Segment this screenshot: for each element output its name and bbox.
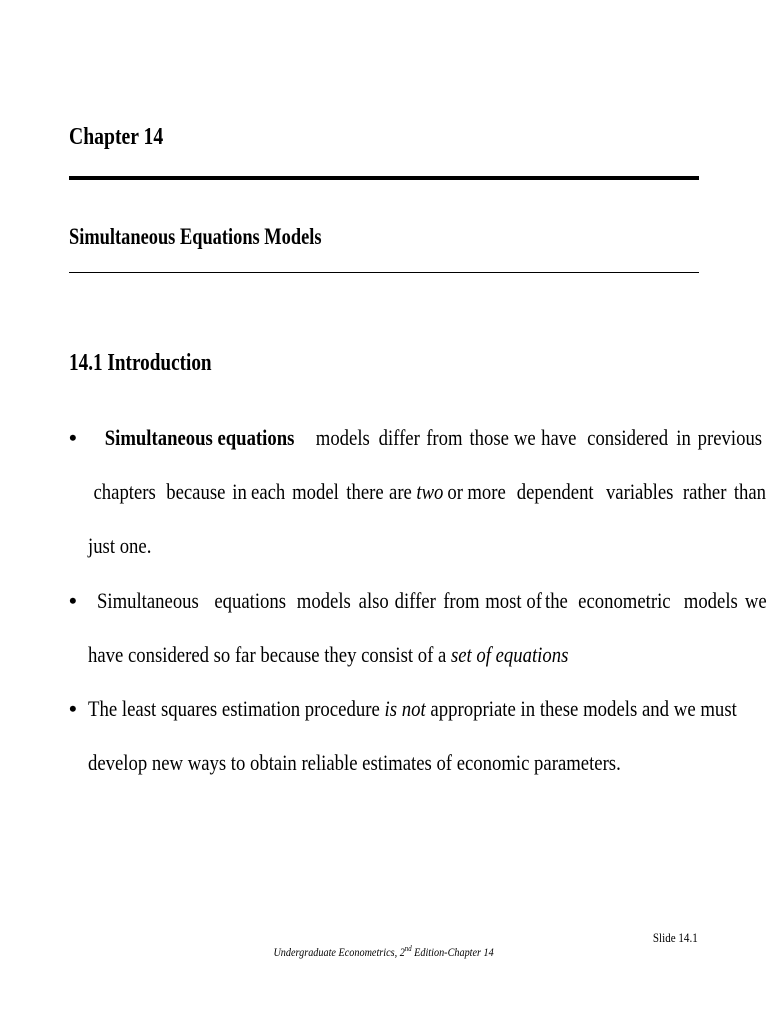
word: of <box>526 588 543 613</box>
bullet-3-line-2: develop new ways to obtain reliable estimates of economic parameters. <box>88 750 621 775</box>
word: equations <box>214 588 286 613</box>
word: considered <box>586 425 668 450</box>
word: we <box>744 588 767 613</box>
thick-divider <box>69 176 699 180</box>
word: from <box>426 425 463 450</box>
section-heading: 14.1 Introduction <box>69 350 212 376</box>
word: in <box>676 425 691 450</box>
italic-phrase: set of equations <box>450 642 569 667</box>
word: chapters <box>93 479 156 504</box>
word: more <box>467 479 507 504</box>
word: there <box>346 479 385 504</box>
bullet-1-line-1 <box>88 411 763 465</box>
word: those <box>469 425 509 450</box>
bullet-dot: • <box>69 425 77 450</box>
footer-sup: nd <box>405 944 412 953</box>
word: or <box>447 479 463 504</box>
word: Simultaneous <box>96 588 199 613</box>
text-run: have considered so far because they consist of a <box>88 642 451 667</box>
bold-term: Simultaneous equations <box>104 425 295 450</box>
chapter-title: Chapter 14 <box>69 124 164 150</box>
bullet-1-line-2 <box>88 465 766 519</box>
word: each <box>251 479 286 504</box>
word: differ <box>394 588 436 613</box>
word: models <box>683 588 738 613</box>
word: dependent <box>516 479 594 504</box>
text-run: appropriate in these models and we must <box>425 696 737 721</box>
word: rather <box>683 479 727 504</box>
bullet-2-line-1 <box>88 574 767 628</box>
bullet-1-line-3: just one. <box>88 533 152 558</box>
word: most <box>485 588 522 613</box>
bullet-2-line-2 <box>88 628 568 682</box>
italic-phrase: is not <box>384 696 426 721</box>
text-run: The least squares estimation procedure <box>88 696 385 721</box>
word: in <box>232 479 247 504</box>
bullet-dot: • <box>69 588 77 613</box>
bullet-3-line-1 <box>88 682 737 736</box>
word: than <box>733 479 766 504</box>
italic-word: two <box>416 479 444 504</box>
footer-text: Undergraduate Econometrics, 2 <box>273 945 406 959</box>
word: models <box>296 588 351 613</box>
word: models <box>315 425 370 450</box>
word: have <box>541 425 577 450</box>
word: the <box>545 588 569 613</box>
word: because <box>166 479 226 504</box>
word: previous <box>697 425 763 450</box>
word: model <box>292 479 340 504</box>
thin-divider <box>69 272 699 273</box>
word: also <box>358 588 389 613</box>
word: are <box>389 479 413 504</box>
word: variables <box>605 479 674 504</box>
book-footer <box>0 944 768 960</box>
word: econometric <box>578 588 671 613</box>
slide-subtitle: Simultaneous Equations Models <box>69 224 322 249</box>
word: from <box>442 588 480 613</box>
bullet-dot: • <box>69 696 77 721</box>
word: differ <box>378 425 420 450</box>
word: we <box>514 425 537 450</box>
slide-number: Slide 14.1 <box>653 930 698 945</box>
footer-text: Edition-Chapter 14 <box>411 945 495 959</box>
